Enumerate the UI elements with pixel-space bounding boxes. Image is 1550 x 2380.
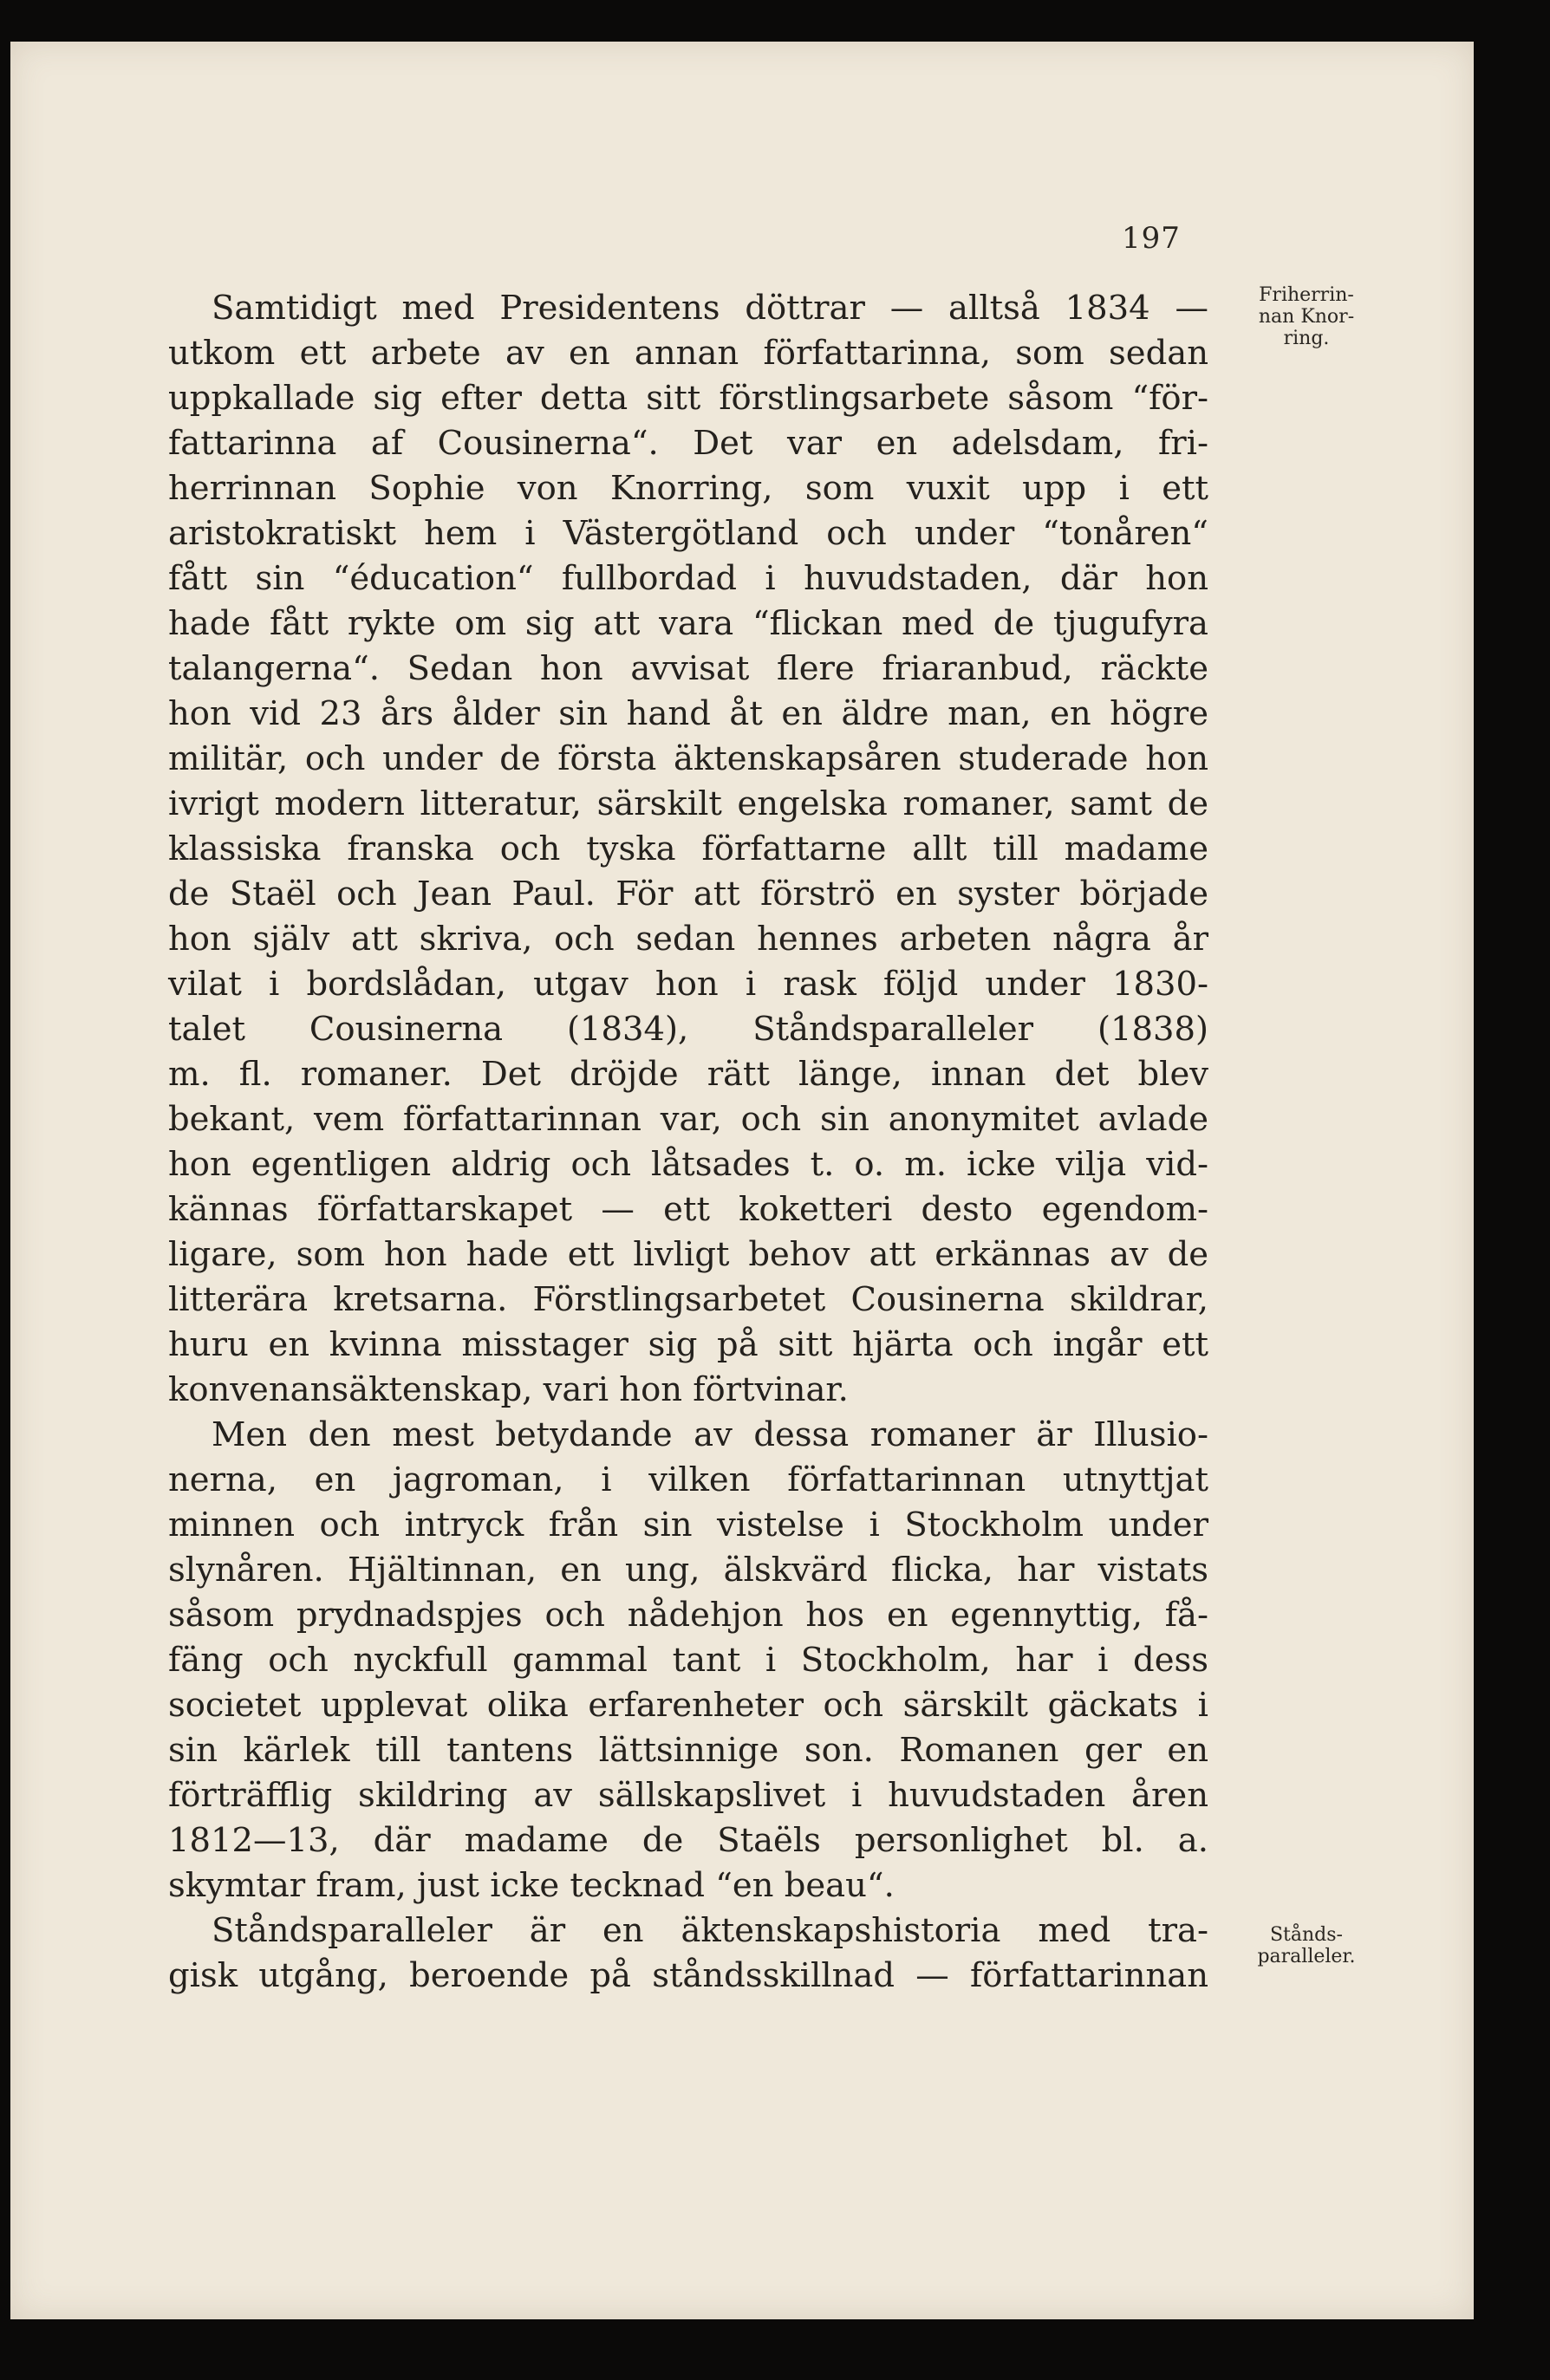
text-line: fäng och nyckfull gammal tant i Stockholm, har i dess [168,1641,1208,1680]
text-line: sin kärlek till tantens lättsinnige son. Romanen ger en [168,1731,1208,1770]
margin-note-line: paralleler. [1257,1946,1356,1967]
margin-note-friherrinnan-knorring [1228,284,1384,349]
text-line: vilat i bordslådan, utgav hon i rask följd under 1830- [168,965,1208,1004]
body-text [168,286,1208,1999]
text-line: klassiska franska och tyska författarne allt till madame [168,829,1208,868]
text-line: talangerna“. Sedan hon avvisat flere friaranbud, räckte [168,649,1208,688]
margin-note-line: ring. [1283,328,1330,349]
text-line: litterära kretsarna. Förstlingsarbetet Cousinerna skildrar, [168,1280,1208,1319]
text-line: fått sin “éducation“ fullbordad i huvudstaden, där hon [168,559,1208,598]
text-line: herrinnan Sophie von Knorring, som vuxit upp i ett [168,469,1208,508]
text-line: gisk utgång, beroende på ståndsskillnad — författarinnan [168,1956,1208,1995]
text-line: uppkallade sig efter detta sitt förstlingsarbete såsom “för- [168,379,1208,418]
text-line: hade fått rykte om sig att vara “flickan med de tjugufyra [168,604,1208,643]
text-line: 1812—13, där madame de Staëls personlighet bl. a. [168,1821,1208,1860]
text-line: utkom ett arbete av en annan författarinna, som sedan [168,334,1208,373]
text-line: kännas författarskapet — ett koketteri desto egendom- [168,1190,1208,1229]
text-line: de Staël och Jean Paul. För att förströ en syster började [168,875,1208,914]
text-line: ligare, som hon hade ett livligt behov att erkännas av de [168,1235,1208,1274]
text-line: bekant, vem författarinnan var, och sin anonymitet avlade [168,1100,1208,1139]
text-line: ivrigt modern litteratur, särskilt engelska romaner, samt de [168,784,1208,823]
margin-note-standsparalleler [1228,1924,1384,1967]
text-line: minnen och intryck från sin vistelse i Stockholm under [168,1505,1208,1544]
text-line: nerna, en jagroman, i vilken författarinnan utnyttjat [168,1460,1208,1499]
text-line: skymtar fram, just icke tecknad “en beau“. [168,1866,895,1905]
text-line: aristokratiskt hem i Västergötland och under “tonåren“ [168,514,1208,553]
text-line: militär, och under de första äktenskapsåren studerade hon [168,739,1208,778]
text-line: Samtidigt med Presidentens döttrar — alltså 1834 — [212,289,1208,328]
margin-note-line: nan Knor- [1258,306,1355,328]
text-line: förträfflig skildring av sällskapslivet i huvudstaden åren [168,1776,1208,1815]
text-line: fattarinna af Cousinerna“. Det var en adelsdam, fri- [168,424,1208,463]
book-page [10,42,1474,2319]
text-line: konvenansäktenskap, vari hon förtvinar. [168,1370,849,1409]
page-number: 197 [1122,221,1181,256]
margin-note-line: Stånds- [1269,1924,1343,1946]
text-line: Men den mest betydande av dessa romaner är Illusio- [212,1415,1208,1454]
text-line: Ståndsparalleler är en äktenskapshistoria med tra- [212,1911,1208,1950]
text-line: hon egentligen aldrig och låtsades t. o. m. icke vilja vid- [168,1145,1208,1184]
text-line: slynåren. Hjältinnan, en ung, älskvärd flicka, har vistats [168,1551,1208,1590]
text-line: huru en kvinna misstager sig på sitt hjärta och ingår ett [168,1325,1208,1364]
text-line: m. fl. romaner. Det dröjde rätt länge, innan det blev [168,1055,1208,1094]
text-line: hon vid 23 års ålder sin hand åt en äldre man, en högre [168,694,1208,733]
text-line: talet Cousinerna (1834), Ståndsparalleler (1838) [168,1010,1208,1049]
text-line: hon själv att skriva, och sedan hennes arbeten några år [168,920,1208,959]
text-line: såsom prydnadspjes och nådehjon hos en egennyttig, få- [168,1596,1208,1635]
margin-note-line: Friherrin- [1259,284,1354,306]
text-line: societet upplevat olika erfarenheter och särskilt gäckats i [168,1686,1208,1725]
